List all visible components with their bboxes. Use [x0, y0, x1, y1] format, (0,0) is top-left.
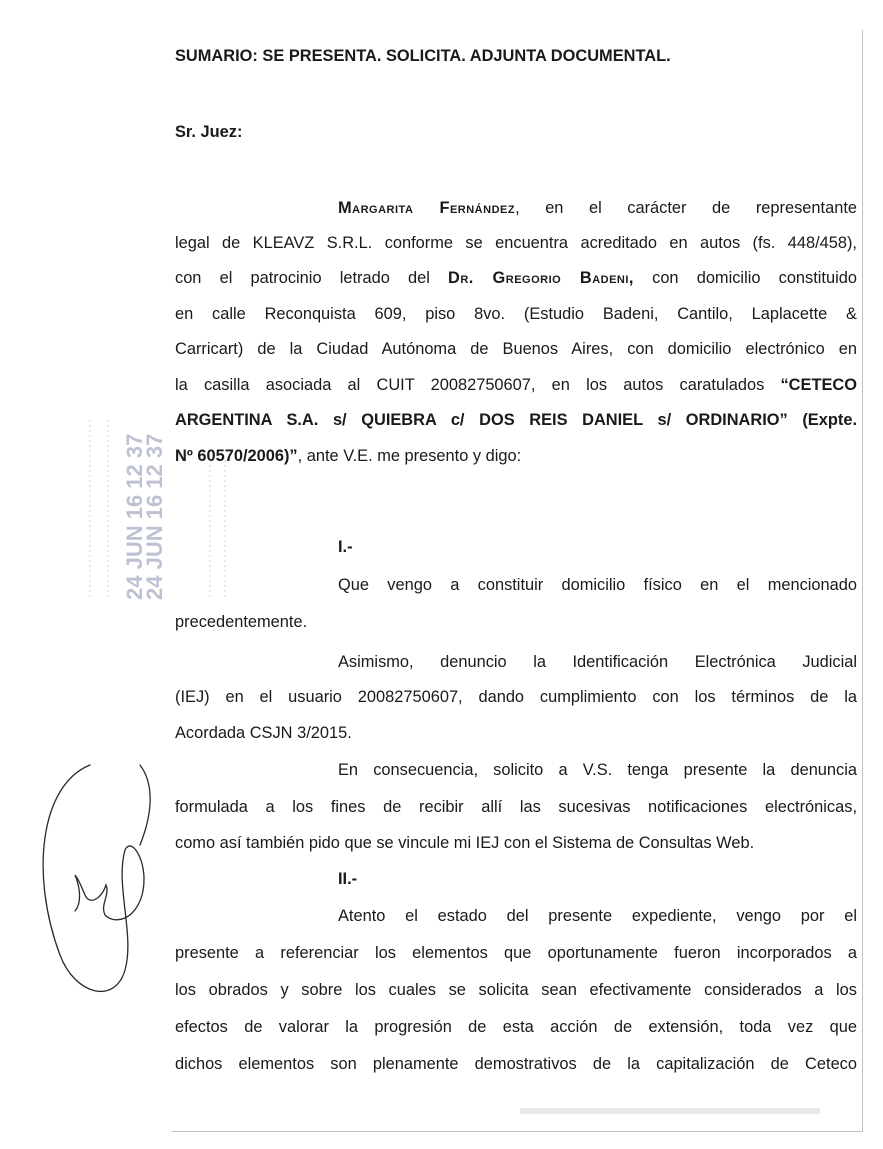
s2-p1-line-3: los obrados y sobre los cuales se solicita sean efectivamente considerados a los	[175, 981, 857, 999]
summary-heading: SUMARIO: SE PRESENTA. SOLICITA. ADJUNTA DOCUMENTAL.	[175, 47, 671, 65]
reception-stamp	[60, 400, 240, 620]
s2-p1-line-2: presente a referenciar los elementos que oportunamente fueron incorporados a	[175, 944, 857, 962]
p1-line-7: ARGENTINA S.A. s/ QUIEBRA c/ DOS REIS DANIEL s/ ORDINARIO” (Expte.	[175, 411, 857, 429]
s1-p2-line-1: Asimismo, denuncio la Identificación Electrónica Judicial	[338, 653, 857, 671]
section-2-heading: II.-	[338, 870, 358, 888]
s1-p2-line-3: Acordada CSJN 3/2015.	[175, 724, 352, 742]
s2-p1-line-5: dichos elementos son plenamente demostrativos de la capitalización de Ceteco	[175, 1055, 857, 1073]
p1-line-6: la casilla asociada al CUIT 20082750607, en los autos caratulados “CETECO	[175, 376, 857, 394]
right-margin-line	[862, 30, 863, 1132]
s1-p3-line-2: formulada a los fines de recibir allí las sucesivas notificaciones electrónicas,	[175, 798, 857, 816]
s1-p2-line-2: (IEJ) en el usuario 20082750607, dando cumplimiento con los términos de la	[175, 688, 857, 706]
party-name: Margarita Fernández	[338, 199, 516, 217]
lawyer-name: Dr. Gregorio Badeni,	[448, 269, 634, 287]
stamp-date-b: 24 JUN 16 12 37	[142, 433, 167, 600]
signature	[20, 755, 180, 1005]
stamp-date-a: 24 JUN 16 12 37	[122, 433, 147, 600]
s1-p3-line-1: En consecuencia, solicito a V.S. tenga presente la denuncia	[338, 761, 857, 779]
salutation: Sr. Juez:	[175, 123, 243, 141]
bottom-margin-line	[172, 1131, 862, 1132]
p1-line-8: Nº 60570/2006)”, ante V.E. me presento y digo:	[175, 447, 522, 465]
s1-p1-line-1: Que vengo a constituir domicilio físico en el mencionado	[338, 576, 857, 594]
p1-line-1: Margarita Fernández, en el carácter de representante	[338, 199, 857, 217]
s2-p1-line-1: Atento el estado del presente expediente, vengo por el	[338, 907, 857, 925]
s2-p1-line-4: efectos de valorar la progresión de esta acción de extensión, toda vez que	[175, 1018, 857, 1036]
p1-line-5: Carricart) de la Ciudad Autónoma de Buenos Aires, con domicilio electrónico en	[175, 340, 857, 358]
show-through-artifact	[520, 1100, 840, 1126]
s1-p3-line-3: como así también pido que se vincule mi IEJ con el Sistema de Consultas Web.	[175, 834, 755, 852]
p1-line-2: legal de KLEAVZ S.R.L. conforme se encuentra acreditado en autos (fs. 448/458),	[175, 234, 857, 252]
p1-line-3: con el patrocinio letrado del Dr. Gregorio Badeni, con domicilio constituido	[175, 269, 857, 287]
section-1-heading: I.-	[338, 538, 353, 556]
p1-line-4: en calle Reconquista 609, piso 8vo. (Estudio Badeni, Cantilo, Laplacette &	[175, 305, 857, 323]
s1-p1-line-2: precedentemente.	[175, 613, 308, 631]
